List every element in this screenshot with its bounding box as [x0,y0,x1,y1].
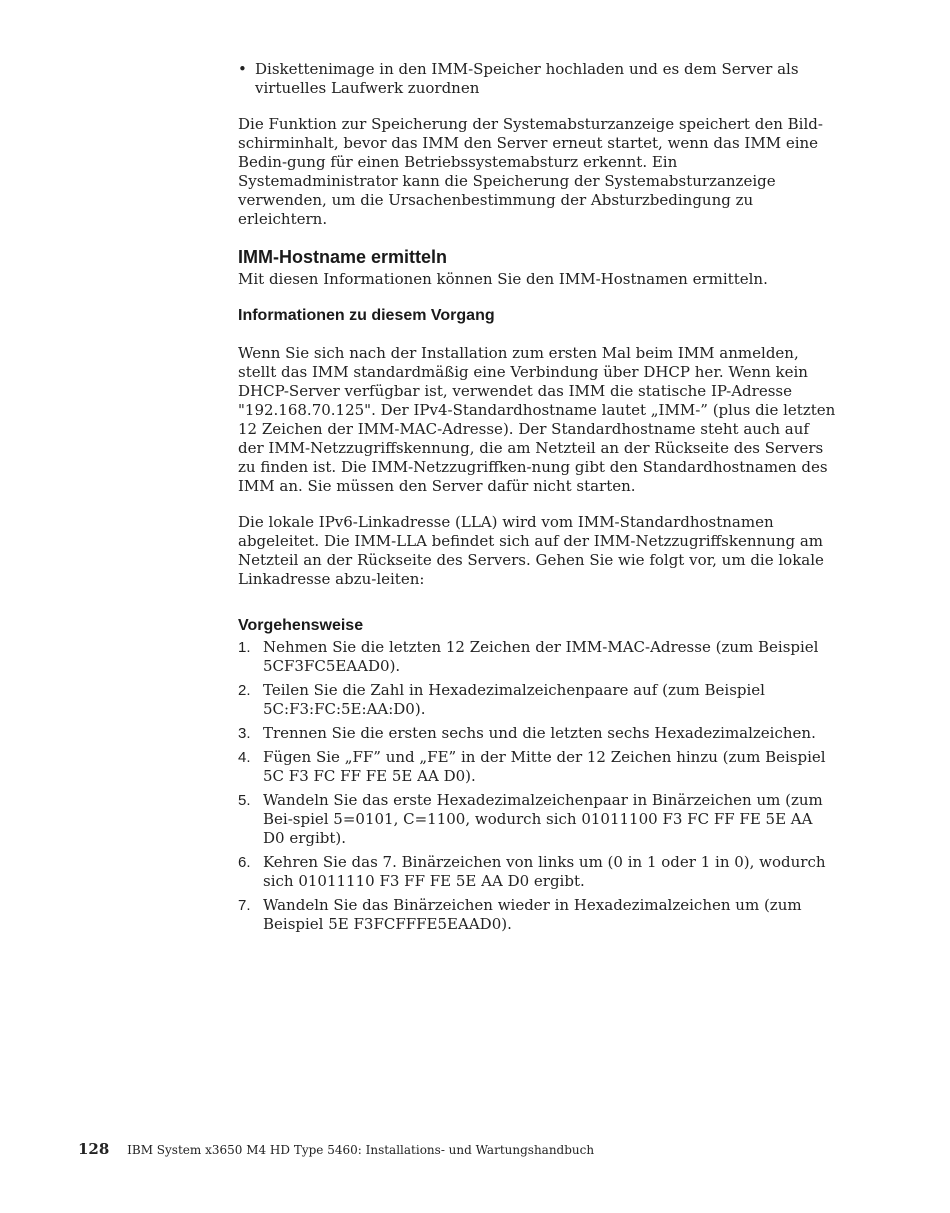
step-number: 1. [238,639,251,656]
step-number: 5. [238,792,251,809]
list-item [238,896,838,934]
step-text: Trennen Sie die ersten sechs und die letzten sechs Hexadezimalzeichen. [263,724,816,742]
step-number: 6. [238,854,251,871]
bullet-item [238,60,838,98]
step-number: 2. [238,682,251,699]
bullet-dot: • [238,60,247,78]
list-item [238,681,838,719]
page-content [238,60,838,939]
page-footer [78,1140,594,1158]
step-text: Teilen Sie die Zahl in Hexadezimalzeichenpaare auf (zum Beispiel 5C:F3:FC:5E:AA:D0). [263,681,765,718]
step-text: Kehren Sie das 7. Binärzeichen von links um (0 in 1 oder 1 in 0), wodurch sich 01011110 F3 FF FE 5E AA D0 ergibt. [263,853,826,890]
list-item [238,748,838,786]
step-text: Wandeln Sie das Binärzeichen wieder in Hexadezimalzeichen um (zum Beispiel 5E F3FCFFFE5EAAD0). [263,896,802,933]
list-item [238,791,838,848]
step-number: 3. [238,725,251,742]
step-text: Fügen Sie „FF” und „FE” in der Mitte der 12 Zeichen hinzu (zum Beispiel 5C F3 FC FF FE 5E AA D0). [263,748,826,785]
page-number: 128 [78,1140,110,1158]
info-paragraph-2: Die lokale IPv6-Linkadresse (LLA) wird vom IMM-Standardhostnamen abgeleitet. Die IMM-LLA befindet sich auf der IMM-Netzzugriffskennung am Netzteil an der Rückseite des Servers. Gehen Sie wie folgt vor, um die lokale Linkadresse abzu-leiten: [238,513,824,588]
procedure-heading: Vorgehensweise [238,617,364,634]
info-heading: Informationen zu diesem Vorgang [238,307,495,324]
list-item [238,853,838,891]
bullet-text: Diskettenimage in den IMM-Speicher hochladen und es dem Server als virtuelles Laufwerk zuordnen [255,60,799,97]
list-item [238,638,838,676]
step-number: 4. [238,749,251,766]
footer-title: IBM System x3650 M4 HD Type 5460: Installations- und Wartungshandbuch [127,1143,595,1157]
section-heading: IMM-Hostname ermitteln [238,247,448,267]
crash-screen-paragraph: Die Funktion zur Speicherung der Systemabsturzanzeige speichert den Bild-schirminhalt, bevor das IMM den Server erneut startet, wenn das IMM eine Bedin-gung für einen Betriebssystemabsturz erkennt. Ein Systemadministrator kann die Speicherung der Systemabsturzanzeige verwenden, um die Ursachenbestimmung der Absturzbedingung zu erleichtern. [238,115,823,228]
procedure-steps [238,638,838,934]
section-intro: Mit diesen Informationen können Sie den IMM-Hostnamen ermitteln. [238,270,768,288]
step-number: 7. [238,897,251,914]
info-paragraph-1: Wenn Sie sich nach der Installation zum ersten Mal beim IMM anmelden, stellt das IMM standardmäßig eine Verbindung über DHCP her. Wenn kein DHCP-Server verfügbar ist, verwendet das IMM die statische IP-Adresse "192.168.70.125". Der IPv4-Standardhostname lautet „IMM-” (plus die letzten 12 Zeichen der IMM-MAC-Adresse). Der Standardhostname steht auch auf der IMM-Netzzugriffskennung, die am Netzteil an der Rückseite des Servers zu finden ist. Die IMM-Netzzugriffken-nung gibt den Standardhostnamen des IMM an. Sie müssen den Server dafür nicht starten. [238,344,836,495]
step-text: Wandeln Sie das erste Hexadezimalzeichenpaar in Binärzeichen um (zum Bei-spiel 5=0101, C=1100, wodurch sich 01011100 F3 FC FF FE 5E AA D0 ergibt). [263,791,823,847]
list-item [238,724,838,743]
step-text: Nehmen Sie die letzten 12 Zeichen der IMM-MAC-Adresse (zum Beispiel 5CF3FC5EAAD0). [263,638,819,675]
